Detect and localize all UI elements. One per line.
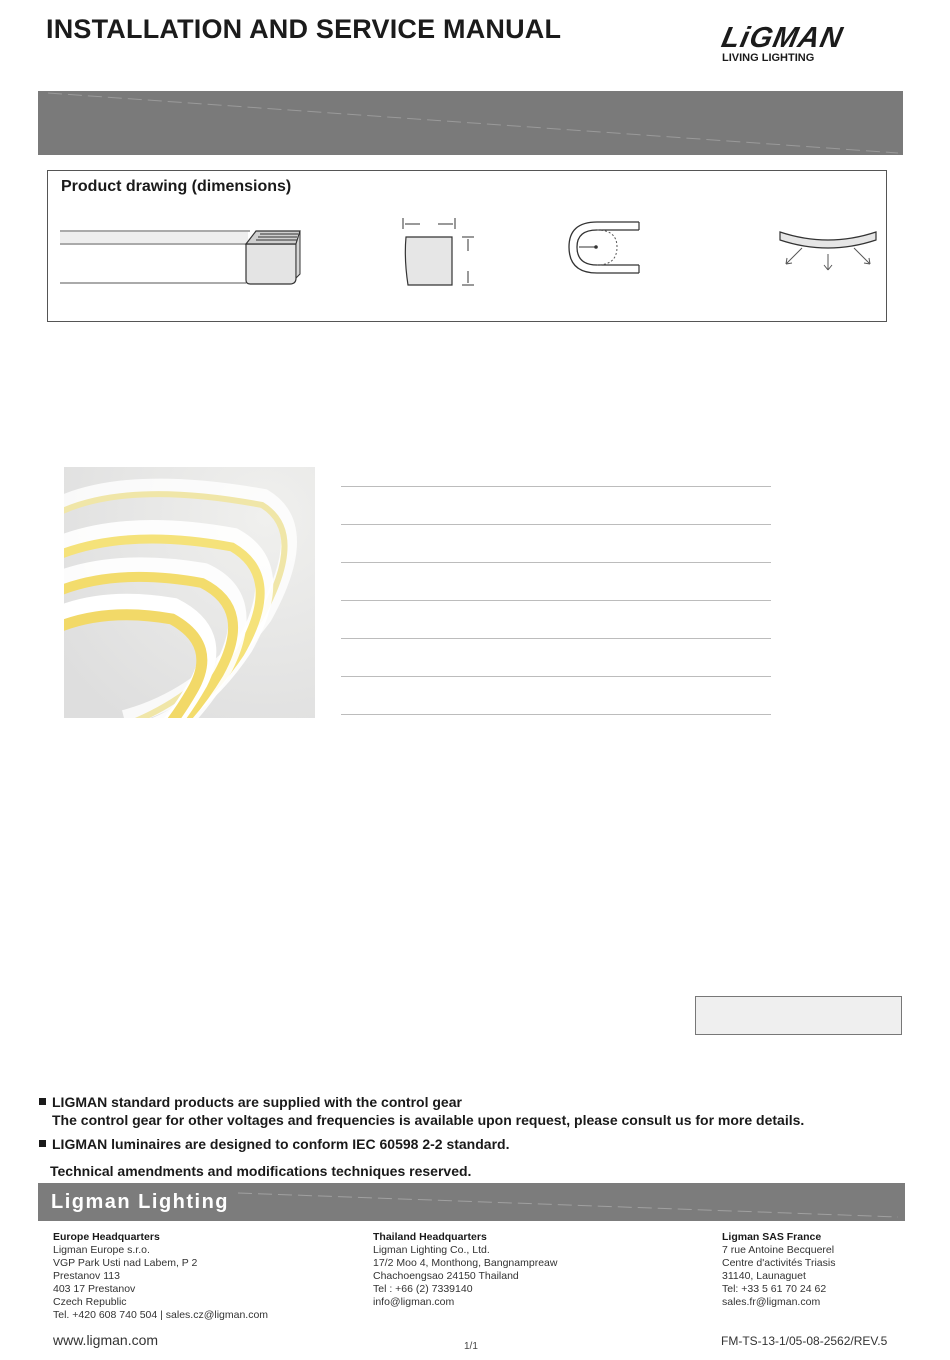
product-code-box bbox=[695, 996, 902, 1035]
note-amendments: Technical amendments and modifications techniques reserved. bbox=[50, 1163, 472, 1179]
strip-side-drawing bbox=[60, 222, 305, 288]
spec-row-divider bbox=[341, 638, 771, 639]
address-line: Chachoengsao 24150 Thailand bbox=[373, 1270, 519, 1282]
address-line: 7 rue Antoine Becquerel bbox=[722, 1244, 835, 1256]
page-number: 1/1 bbox=[464, 1341, 478, 1352]
address-line: sales.fr@ligman.com bbox=[722, 1296, 821, 1308]
footer-banner bbox=[38, 1183, 905, 1221]
spec-row-divider bbox=[341, 600, 771, 601]
address-line: Tel: +33 5 61 70 24 62 bbox=[722, 1283, 827, 1295]
address-thailand bbox=[373, 1231, 557, 1309]
banner-dash-line bbox=[38, 91, 903, 155]
note-iec-standard bbox=[39, 1136, 509, 1152]
note-text: LIGMAN standard products are supplied with the control gear bbox=[52, 1094, 462, 1110]
spec-row-divider bbox=[341, 714, 771, 715]
address-line: Czech Republic bbox=[53, 1296, 127, 1308]
address-heading: Europe Headquarters bbox=[53, 1231, 160, 1243]
address-line: Ligman Europe s.r.o. bbox=[53, 1244, 150, 1256]
note-control-gear-detail: The control gear for other voltages and frequencies is available upon request, please consult us for more details. bbox=[52, 1112, 805, 1128]
address-line: Tel. +420 608 740 504 | sales.cz@ligman.com bbox=[53, 1309, 269, 1321]
address-line: info@ligman.com bbox=[373, 1296, 455, 1308]
product-drawing-label: Product drawing (dimensions) bbox=[61, 178, 292, 195]
bullet-icon bbox=[39, 1140, 46, 1147]
footer-brand: Ligman Lighting bbox=[51, 1191, 230, 1213]
address-france bbox=[722, 1231, 835, 1309]
led-strip-image bbox=[64, 467, 315, 718]
logo-tagline: LIVING LIGHTING bbox=[722, 52, 815, 64]
note-text: LIGMAN luminaires are designed to conform IEC 60598 2-2 standard. bbox=[52, 1136, 510, 1152]
product-photo bbox=[64, 467, 315, 718]
address-heading: Ligman SAS France bbox=[722, 1231, 822, 1243]
bend-radius-drawing bbox=[565, 217, 645, 279]
address-line: Prestanov 113 bbox=[53, 1270, 120, 1282]
address-line: 31140, Launaguet bbox=[722, 1270, 806, 1282]
spec-row-divider bbox=[341, 676, 771, 677]
address-line: 17/2 Moo 4, Monthong, Bangnampreaw bbox=[373, 1257, 558, 1269]
logo-wordmark: LiGMAN bbox=[718, 22, 846, 54]
address-line: 403 17 Prestanov bbox=[53, 1283, 136, 1295]
address-line: VGP Park Usti nad Labem, P 2 bbox=[53, 1257, 198, 1269]
address-line: Centre d'activités Triasis bbox=[722, 1257, 836, 1269]
spec-row-divider bbox=[341, 524, 771, 525]
website-link[interactable]: www.ligman.com bbox=[53, 1332, 159, 1348]
address-line: Ligman Lighting Co., Ltd. bbox=[373, 1244, 490, 1256]
ligman-logo bbox=[718, 20, 908, 68]
bullet-icon bbox=[39, 1098, 46, 1105]
page-title: INSTALLATION AND SERVICE MANUAL bbox=[46, 14, 562, 44]
header-banner bbox=[38, 91, 903, 155]
spec-row-divider bbox=[341, 486, 771, 487]
note-control-gear bbox=[39, 1094, 462, 1110]
document-reference: FM-TS-13-1/05-08-2562/REV.5 bbox=[721, 1334, 888, 1348]
light-direction-drawing bbox=[778, 224, 880, 272]
cross-section-drawing bbox=[400, 215, 475, 290]
address-heading: Thailand Headquarters bbox=[373, 1231, 487, 1243]
spec-row-divider bbox=[341, 562, 771, 563]
address-europe bbox=[53, 1231, 268, 1322]
address-line: Tel : +66 (2) 7339140 bbox=[373, 1283, 473, 1295]
